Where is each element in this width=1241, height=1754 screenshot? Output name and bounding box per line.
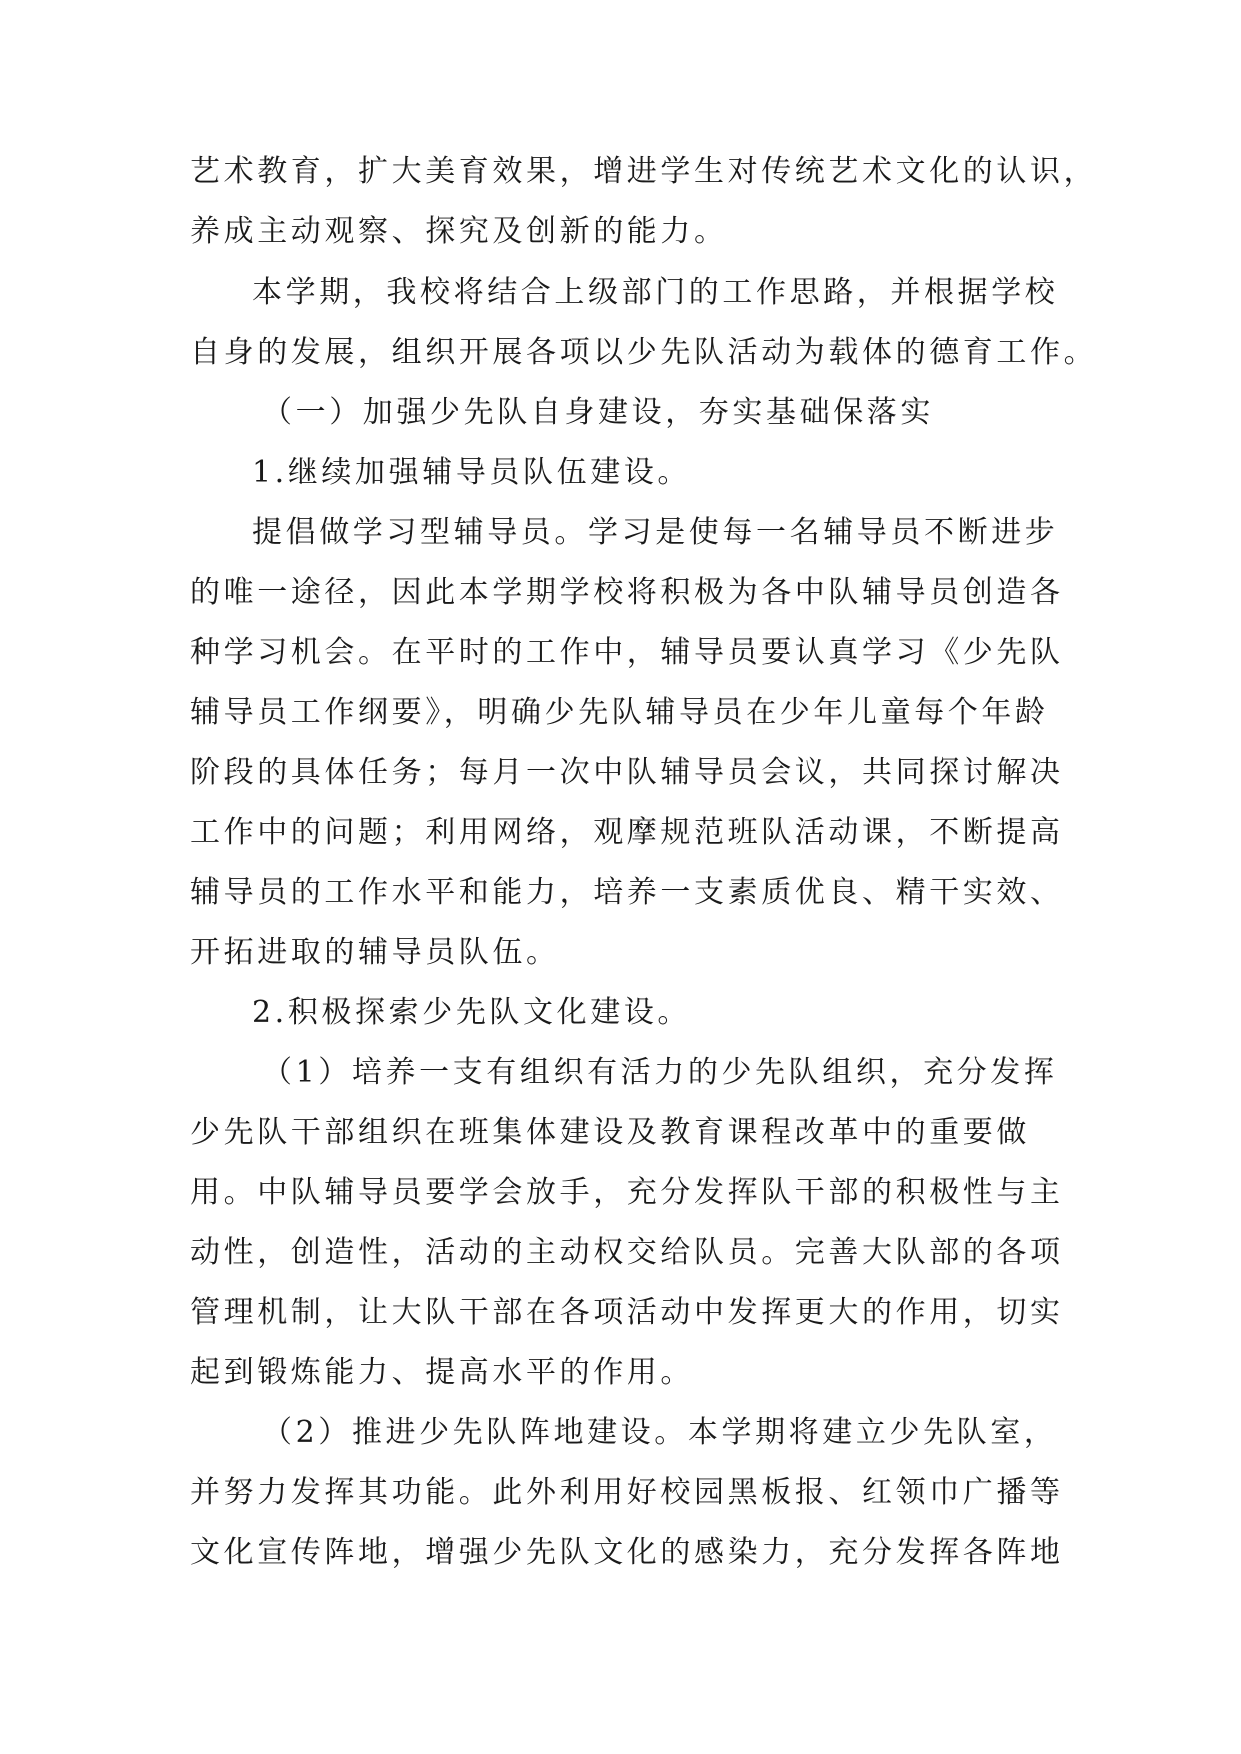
text-line: （2）推进少先队阵地建设。本学期将建立少先队室，	[262, 1415, 1058, 1450]
text-line: 艺术教育，扩大美育效果，增进学生对传统艺术文化的认识，	[190, 154, 1098, 189]
text-line: 开拓进取的辅导员队伍。	[190, 935, 560, 970]
section-heading: （一）加强少先队自身建设，夯实基础保落实	[262, 395, 934, 430]
text-line: 辅导员的工作水平和能力，培养一支素质优良、精干实效、	[190, 875, 1064, 910]
text-line: 管理机制，让大队干部在各项活动中发挥更大的作用，切实	[190, 1295, 1064, 1330]
text-line: 的唯一途径，因此本学期学校将积极为各中队辅导员创造各	[190, 575, 1064, 610]
text-line: 并努力发挥其功能。此外利用好校园黑板报、红领巾广播等	[190, 1475, 1064, 1510]
text-line: 提倡做学习型辅导员。学习是使每一名辅导员不断进步	[252, 515, 1059, 550]
text-line: 起到锻炼能力、提高水平的作用。	[190, 1355, 694, 1390]
text-line: 自身的发展，组织开展各项以少先队活动为载体的德育工作。	[190, 335, 1098, 370]
text-line: 辅导员工作纲要》，明确少先队辅导员在少年儿童每个年龄	[190, 695, 1049, 730]
text-line: 文化宣传阵地，增强少先队文化的感染力，充分发挥各阵地	[190, 1535, 1064, 1570]
subsection-heading: 1.继续加强辅导员队伍建设。	[252, 455, 692, 490]
text-line: 种学习机会。在平时的工作中，辅导员要认真学习《少先队	[190, 635, 1064, 670]
text-line: 用。中队辅导员要学会放手，充分发挥队干部的积极性与主	[190, 1175, 1064, 1210]
text-line: （1）培养一支有组织有活力的少先队组织，充分发挥	[262, 1055, 1058, 1090]
text-line: 本学期，我校将结合上级部门的工作思路，并根据学校	[252, 275, 1059, 310]
text-line: 动性，创造性，活动的主动权交给队员。完善大队部的各项	[190, 1235, 1064, 1270]
text-line: 工作中的问题；利用网络，观摩规范班队活动课，不断提高	[190, 815, 1064, 850]
subsection-heading: 2.积极探索少先队文化建设。	[252, 995, 692, 1030]
text-line: 阶段的具体任务；每月一次中队辅导员会议，共同探讨解决	[190, 755, 1064, 790]
text-line: 养成主动观察、探究及创新的能力。	[190, 214, 728, 249]
text-line: 少先队干部组织在班集体建设及教育课程改革中的重要做	[190, 1115, 1030, 1150]
